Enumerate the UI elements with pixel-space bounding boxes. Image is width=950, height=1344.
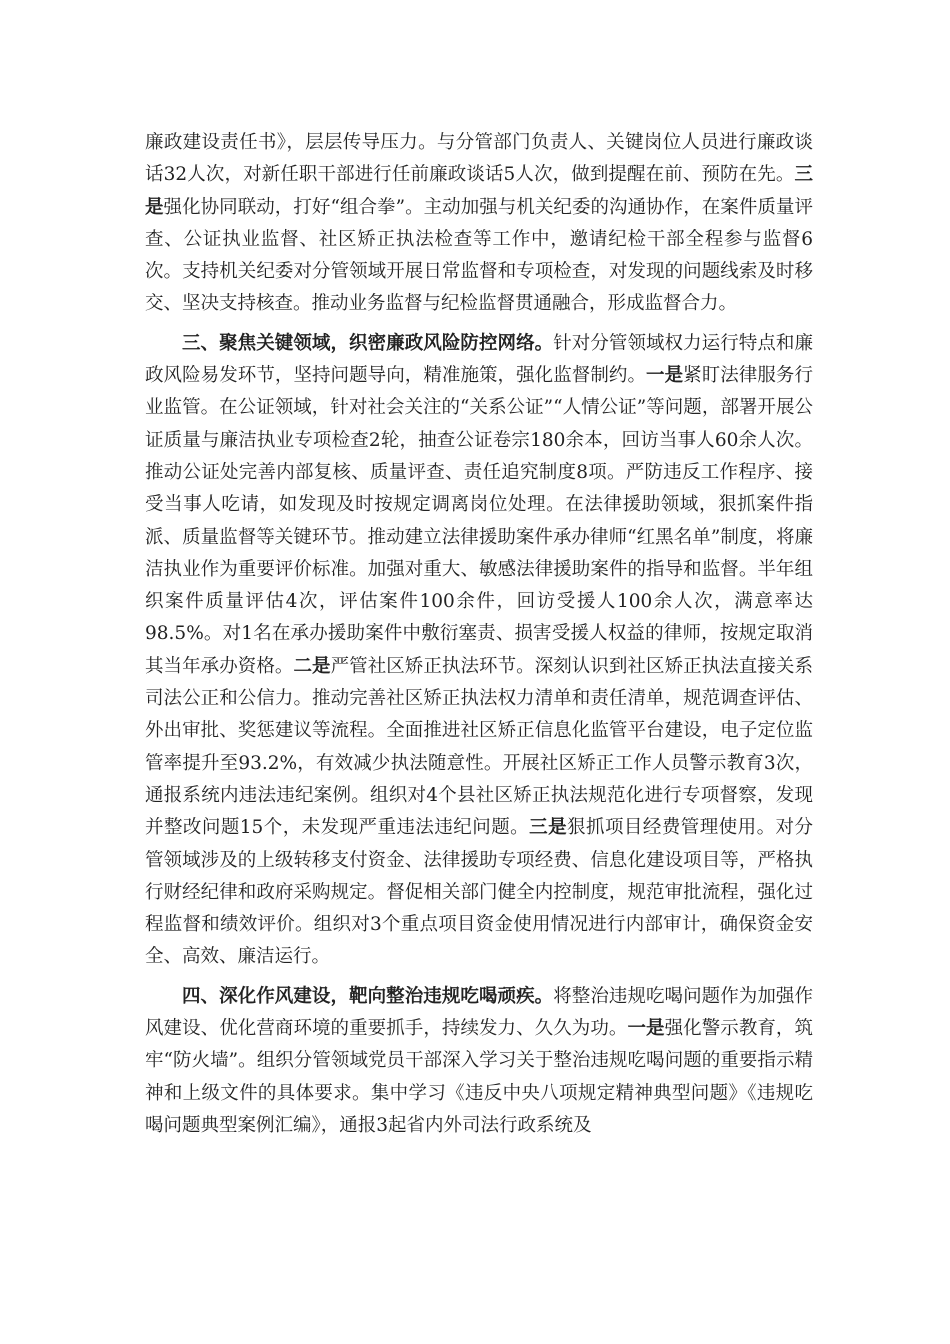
- bold-text-run: 三是: [145, 164, 813, 218]
- section-heading: 三、聚焦关键领域，织密廉政风险防控网络。: [182, 332, 554, 354]
- text-run: 针对分管领域权力运行特点和廉政风险易发环节，坚持问题导向，精准施策，强化监督制约。: [145, 332, 813, 387]
- bold-text-run: 一是: [627, 1018, 665, 1040]
- bold-text-run: 二是: [293, 655, 331, 677]
- paragraph: [145, 981, 813, 1142]
- text-run: 强化协同联动，打好“组合拳”。主动加强与机关纪委的沟通协作，在案件质量评查、公证执业监督、社区矫正执法检查等工作中，邀请纪检干部全程参与监督6次。支持机关纪委对分管领域开展日常监督和专项检查，对发现的问题线索及时移交、坚决支持核查。推动业务监督与纪检监督贯通融合，形成监督合力。: [145, 196, 813, 315]
- paragraph: [145, 328, 813, 974]
- text-run: 严管社区矫正执法环节。深刻认识到社区矫正执法直接关系司法公正和公信力。推动完善社区矫正执法权力清单和责任清单，规范调查评估、外出审批、奖惩建议等流程。全面推进社区矫正信息化监管平台建设，电子定位监管率提升至93.2%，有效减少执法随意性。开展社区矫正工作人员警示教育3次，通报系统内违法违纪案例。组织对4个县社区矫正执法规范化进行专项督察，发现并整改问题15个，未发现严重违法违纪问题。: [145, 655, 813, 839]
- text-run: 将整治违规吃喝问题作为加强作风建设、优化营商环境的重要抓手，持续发力、久久为功。: [145, 985, 813, 1040]
- section-heading: 四、深化作风建设，靶向整治违规吃喝顽疾。: [182, 985, 554, 1007]
- text-run: 廉政建设责任书》，层层传导压力。与分管部门负责人、关键岗位人员进行廉政谈话32人次，对新任职干部进行任前廉政谈话5人次，做到提醒在前、预防在先。: [145, 132, 813, 186]
- bold-text-run: 三是: [529, 817, 568, 839]
- text-run: 狠抓项目经费管理使用。对分管领域涉及的上级转移支付资金、法律援助专项经费、信息化建设项目等，严格执行财经纪律和政府采购规定。督促相关部门健全内控制度，规范审批流程，强化过程监督和绩效评价。组织对3个重点项目资金使用情况进行内部审计，确保资金安全、高效、廉洁运行。: [145, 817, 813, 968]
- text-run: 强化警示教育，筑牢“防火墙”。组织分管领域党员干部深入学习关于整治违规吃喝问题的重要指示精神和上级文件的具体要求。集中学习《违反中央八项规定精神典型问题》《违规吃喝问题典型案例汇编》，通报3起省内外司法行政系统及: [145, 1018, 813, 1136]
- bold-text-run: 一是: [646, 365, 684, 387]
- paragraph: [145, 127, 813, 321]
- document-page: [145, 127, 813, 1142]
- text-run: 紧盯法律服务行业监管。在公证领域，针对社会关注的“关系公证”“人情公证”等问题，部署开展公证质量与廉洁执业专项检查2轮，抽查公证卷宗180余本，回访当事人60余人次。推动公证处完善内部复核、质量评查、责任追究制度8项。严防违反工作程序、接受当事人吃请，如发现及时按规定调离岗位处理。在法律援助领域，狠抓案件指派、质量监督等关键环节。推动建立法律援助案件承办律师“红黑名单”制度，将廉洁执业作为重要评价标准。加强对重大、敏感法律援助案件的指导和监督。半年组织案件质量评估4次，评估案件100余件，回访受援人100余人次，满意率达98.5%。对1名在承办援助案件中敷衍塞责、损害受援人权益的律师，按规定取消其当年承办资格。: [145, 365, 813, 677]
